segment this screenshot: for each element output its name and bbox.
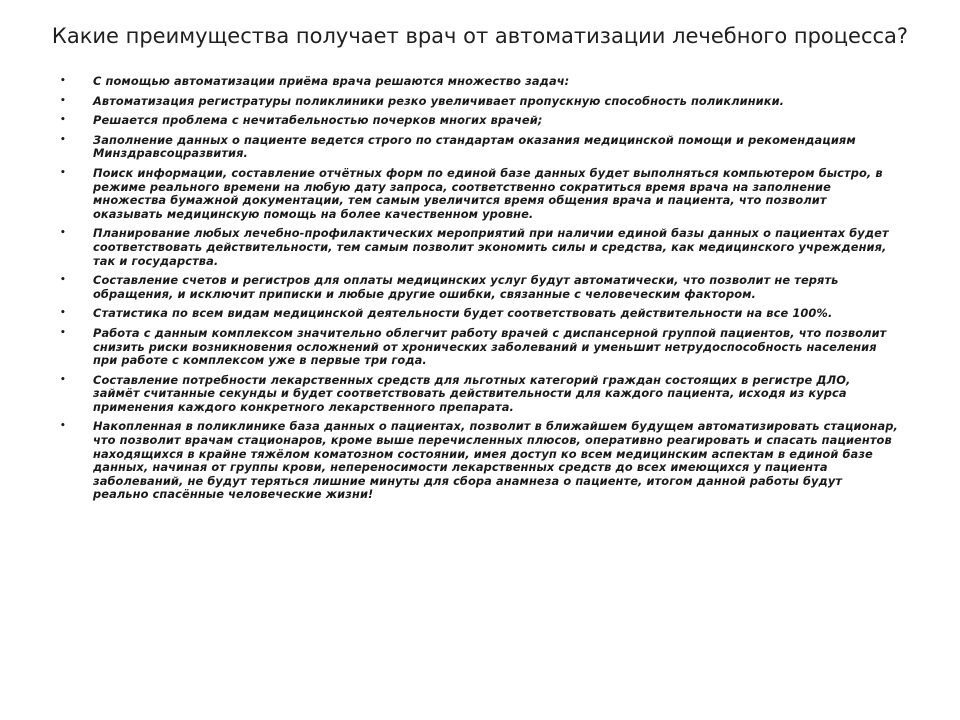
bullet-item (60, 327, 900, 368)
bullet-item (60, 114, 900, 128)
bullet-item (60, 95, 900, 109)
bullet-item (60, 307, 900, 321)
bullet-marker: • (60, 76, 66, 86)
bullet-marker: • (60, 95, 66, 106)
bullet-text: Заполнение данных о пациенте ведется строго по стандартам оказания медицинской помощи и рекомендациям Минздравсоцразвития. (93, 132, 856, 161)
bullet-text: Автоматизация регистратуры поликлиники резко увеличивает пропускную способность поликлиники. (93, 93, 785, 108)
bullet-marker: • (60, 115, 66, 126)
bullet-marker: • (60, 374, 66, 385)
bullet-marker: • (60, 327, 66, 338)
bullet-marker: • (60, 167, 66, 178)
bullet-item (60, 75, 900, 89)
bullet-text: Статистика по всем видам медицинской деятельности будет соответствовать действительности на все 100%. (93, 306, 833, 321)
bullet-item (60, 374, 900, 415)
bullet-marker: • (60, 134, 66, 145)
bullet-marker: • (60, 275, 66, 286)
bullet-item (60, 227, 900, 268)
bullet-item (60, 134, 900, 161)
bullet-text: Составление потребности лекарственных средств для льготных категорий граждан состоящих в регистре ДЛО, займёт считанные секунды и будет соответствовать действительности для каждого пациента, исходя из курса применения каждого конкретного лекарственного препарата. (93, 372, 851, 414)
bullet-text: Накопленная в поликлинике база данных о пациентах, позволит в ближайшем будущем автоматизировать стационар, что позволит врачам стационаров, кроме выше перечисленных плюсов, оперативно реагировать и спасать пациентов находящихся в крайне тяжёлом коматозном состоянии, имея доступ ко всем медицинским аспектам в единой базе данных, начиная от группы крови, непереносимости лекарственных средств до всех имеющихся у пациента заболеваний, не будут теряться лишние минуты для сбора анамнеза о пациенте, итогом данной работы будут реально спасённые человеческие жизни! (93, 419, 898, 502)
bullet-marker: • (60, 308, 66, 319)
bullet-item (60, 274, 900, 301)
bullet-item (60, 420, 900, 502)
bullet-text: Составление счетов и регистров для оплаты медицинских услуг будут автоматически, что позволит не терять обращения, и исключит приписки и любые другие ошибки, связанные с человеческим фактором. (93, 273, 839, 301)
bullet-text: Поиск информации, составление отчётных форм по единой базе данных будет выполняться компьютером быстро, в режиме реального времени на любую дату запроса, соответственно сократиться время врача на заполнение множества бумажной документации, тем самым увеличится время общения врача и пациента, что позволит оказывать медицинскую помощь на более качественном уровне. (93, 165, 883, 221)
bullet-marker: • (60, 228, 66, 239)
bullet-text: Работа с данным комплексом значительно облегчит работу врачей с диспансерной группой пациентов, что позволит снизить риски возникновения осложнений от хронических заболеваний и уменьшит нетрудоспособность населения при работе с комплексом уже в первые три года. (93, 325, 887, 368)
bullet-text: Решается проблема с нечитабельностью почерков многих врачей; (93, 113, 543, 128)
slide-title: Какие преимущества получает врач от автоматизации лечебного процесса? (51, 24, 909, 48)
bullet-list (60, 75, 900, 508)
bullet-marker: • (60, 421, 66, 432)
bullet-text: С помощью автоматизации приёма врача решаются множество задач: (93, 74, 570, 88)
bullet-item (60, 167, 900, 221)
bullet-text: Планирование любых лечебно-профилактических мероприятий при наличии единой базы данных о пациентах будет соответствовать действительности, тем самым позволит экономить силы и средства, как медицинского учреждения, так и государства. (93, 226, 889, 268)
